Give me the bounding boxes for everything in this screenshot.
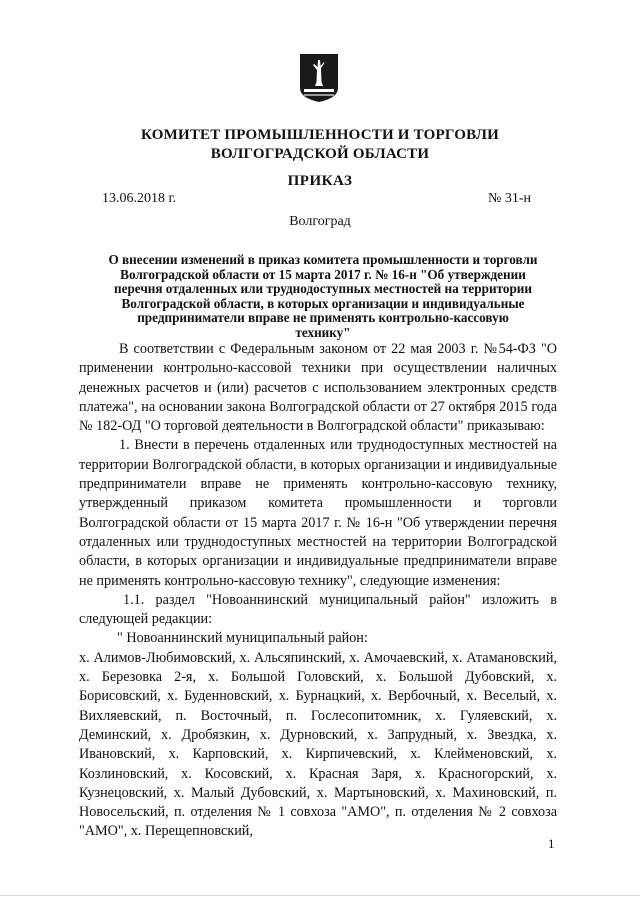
- paragraph-settlement-list: х. Алимов-Любимовский, х. Альсяпинский, х. Амочаевский, х. Атамановский, х. Березовка 2-я, х. Большой Головский, х. Большой Дубовский, х. Борисовский, х. Буденновский, х. Бурнацкий, х. Вербочный, х. Веселый, х. Вихляевский, п. Восточный, п. Гослесопитомник, х. Гуляевский, х. Деминский, х. Дробязкин, х. Дурновский, х. Запрудный, х. Звездка, х. Ивановский, х. Карповский, х. Кирпичевский, х. Клейменовский, х. Козлиновский, х. Косовский, х. Красная Заря, х. Красногорский, х. Кузнецовский, х. Малый Дубовский, х. Мартыновский, х. Махиновский, п. Новосельский, п. отделения № 1 совхоза "АМО", п. отделения № 2 совхоза "АМО", х. Перещепновский,: [79, 649, 557, 840]
- paragraph-district-heading: " Новоаннинский муниципальный район:: [117, 630, 368, 647]
- document-number: № 31-н: [488, 191, 532, 206]
- paragraph-item-1: 1. Внести в перечень отдаленных или труднодоступных местностей на территории Волгоградской области, в которых организации и индивидуальные предприниматели вправе не применять контрольно-кассовую технику, утвержденный приказом комитета промышленности и торговли Волгоградской области от 15 марта 2017 г. № 16-н "Об утверждении перечня отдаленных или труднодоступных местностей на территории Волгоградской области, в которых организации и индивидуальные предприниматели вправе не применять контрольно-кассовую технику", следующие изменения:: [79, 437, 557, 589]
- document-date: 13.06.2018 г.: [102, 191, 177, 206]
- document-city: Волгоград: [289, 214, 351, 229]
- document-type: ПРИКАЗ: [287, 173, 353, 189]
- page-number: 1: [548, 836, 555, 851]
- organization-name-line2: ВОЛГОГРАДСКОЙ ОБЛАСТИ: [210, 146, 430, 162]
- document-title: О внесении изменений в приказ комитета промышленности и торговли Волгоградской области от 15 марта 2017 г. № 16-н "Об утверждении перечня отдаленных или труднодоступных местностей на территории Волгоградской области, в которых организации и индивидуальные предприниматели вправе не применять контрольно-кассовую технику": [108, 252, 538, 340]
- organization-name: [0, 126, 640, 164]
- scan-edge-divider: [0, 895, 640, 896]
- organization-name-line1: КОМИТЕТ ПРОМЫШЛЕННОСТИ И ТОРГОВЛИ: [141, 127, 499, 143]
- paragraph-preamble: В соответствии с Федеральным законом от 22 мая 2003 г. №54-ФЗ "О применении контрольно-кассовой техники при осуществлении наличных денежных расчетов и (или) расчетов с использованием электронных средств платежа", на основании закона Волгоградской области от 27 октября 2015 года № 182-ОД "О торговой деятельности в Волгоградской области" приказываю:: [79, 341, 557, 435]
- document-body: [79, 340, 557, 842]
- coat-of-arms-emblem: [298, 52, 340, 104]
- paragraph-item-1-1: 1.1. раздел "Новоаннинский муниципальный район" изложить в следующей редакции:: [79, 591, 557, 628]
